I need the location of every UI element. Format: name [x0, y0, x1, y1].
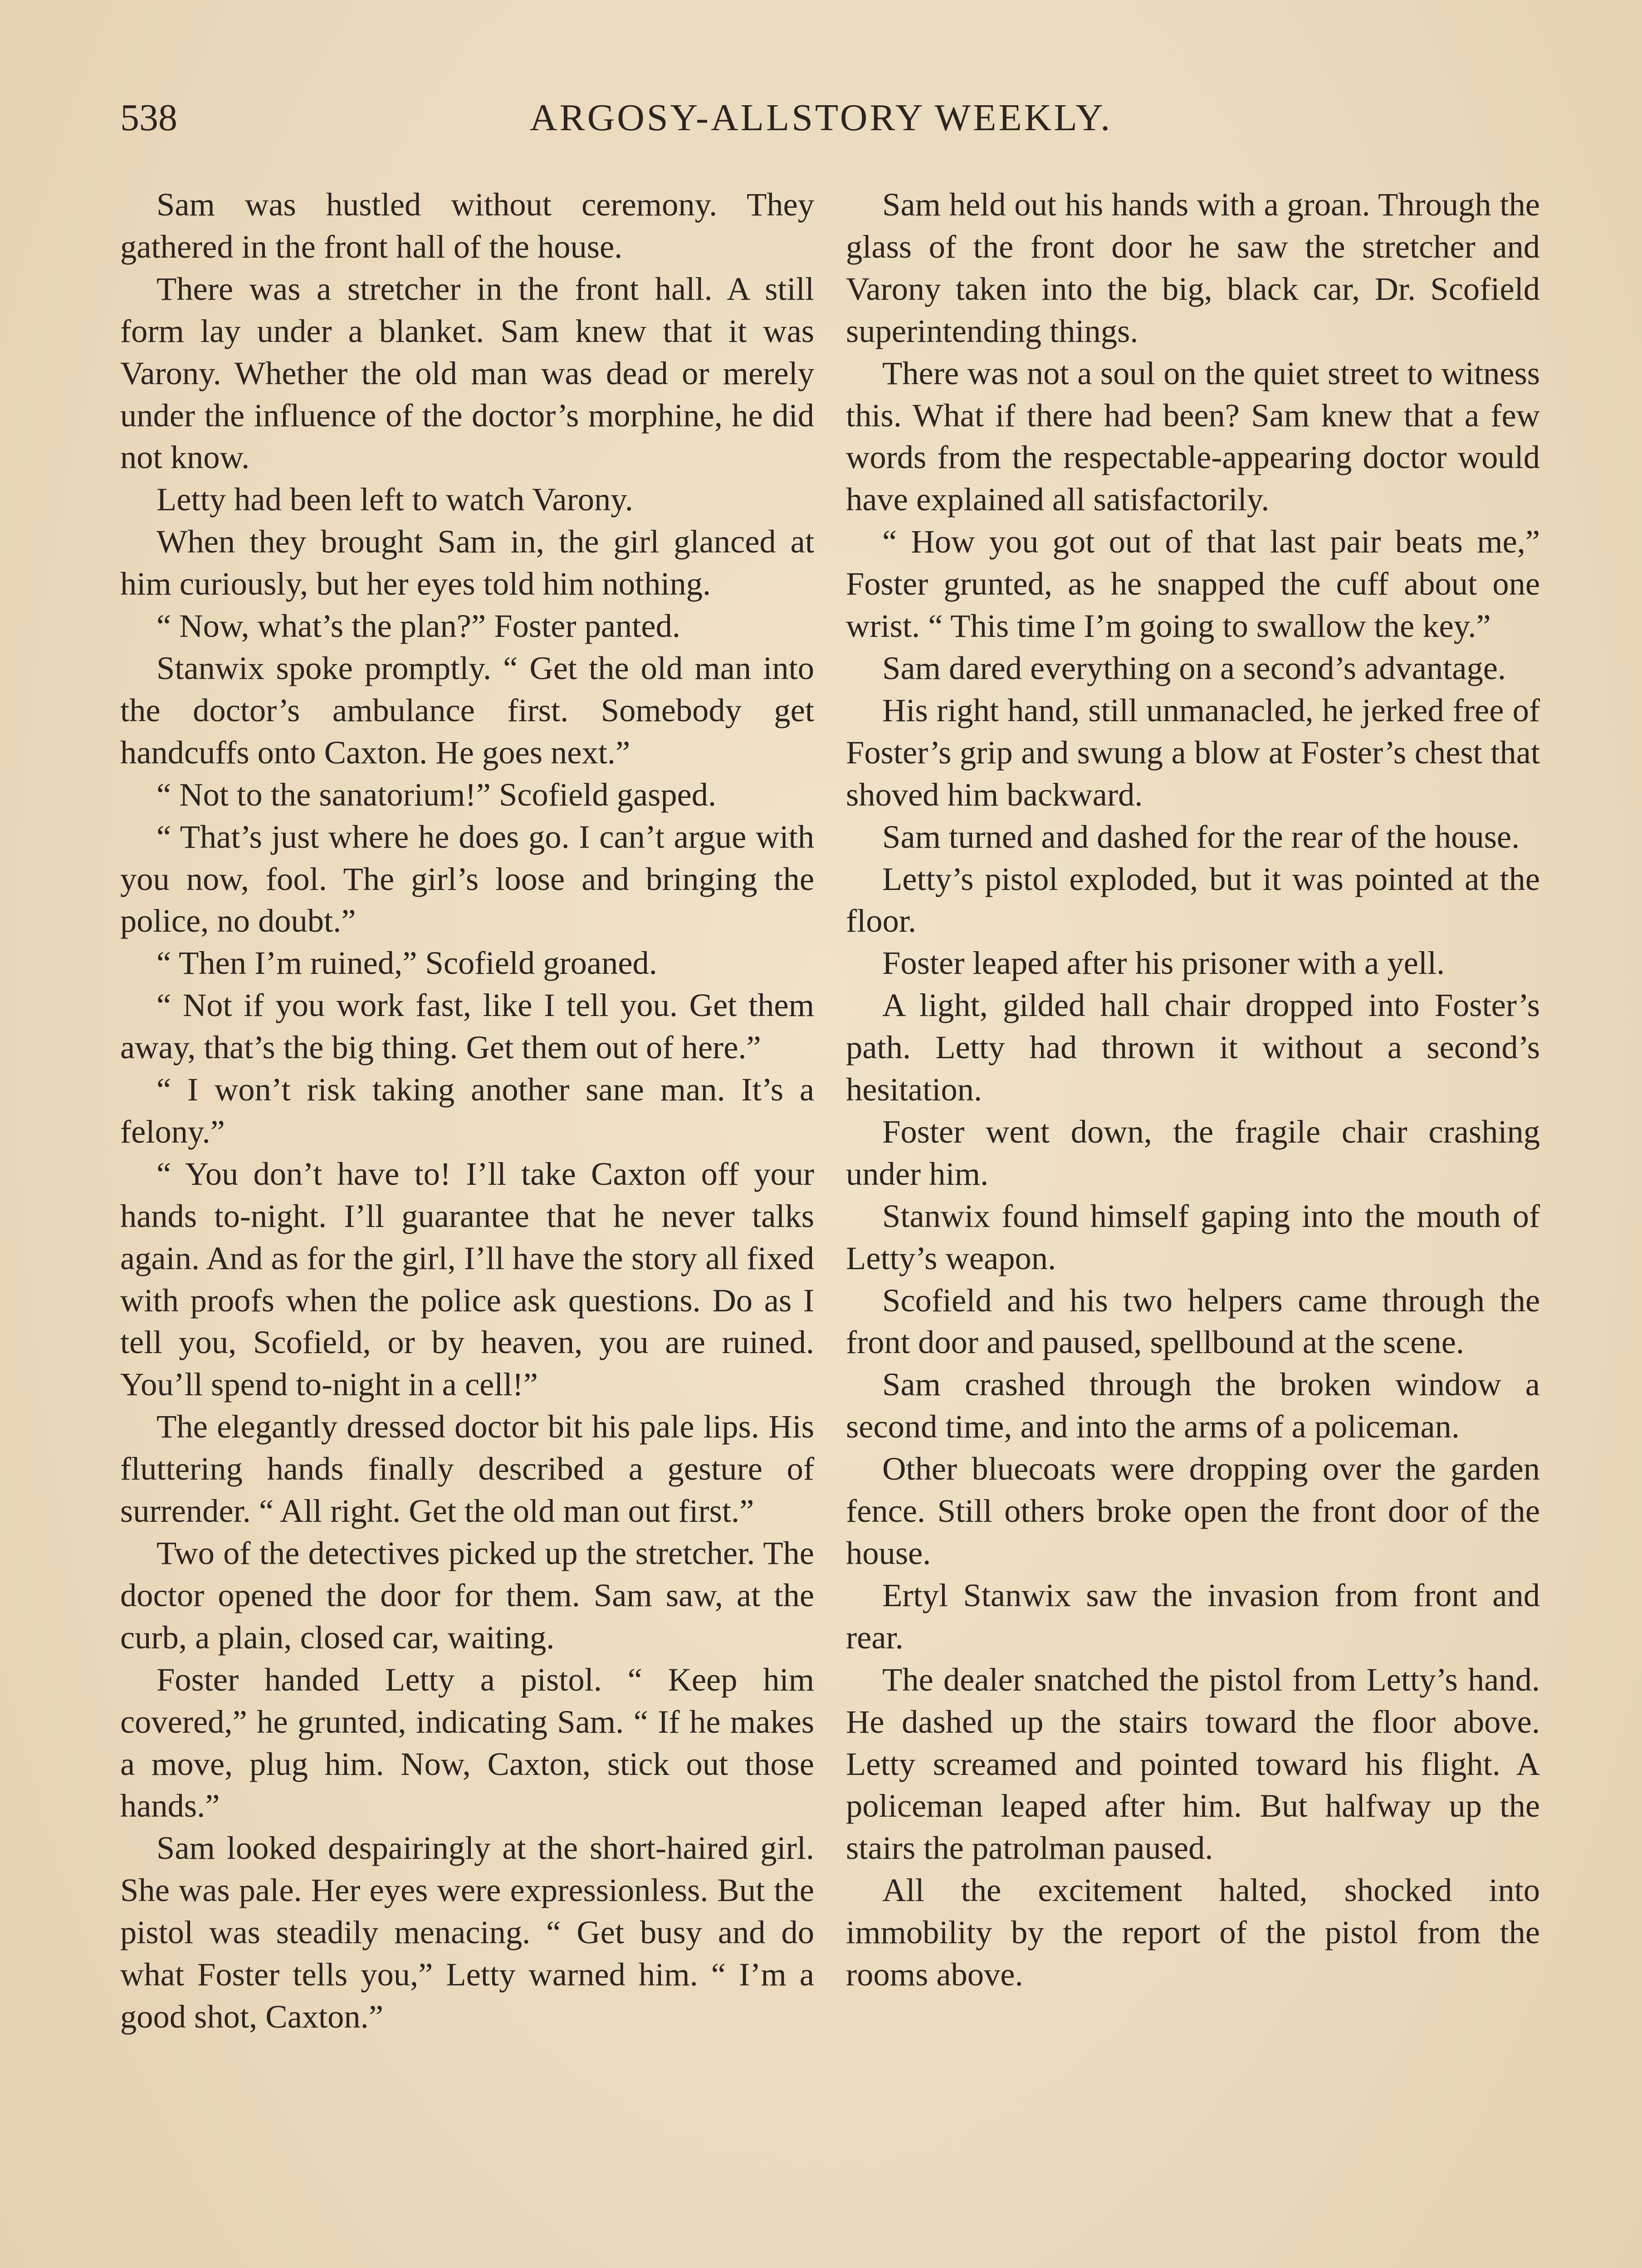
paragraph: “ Now, what’s the plan?” Foster panted.: [156, 607, 680, 645]
running-title: ARGOSY-ALLSTORY WEEKLY.: [529, 97, 1113, 139]
paragraph: Sam turned and dashed for the rear of the house.: [882, 818, 1520, 855]
paragraph: When they brought Sam in, the girl glanced at him curiously, but her eyes told him nothing.: [120, 523, 814, 602]
page-header: [0, 93, 1642, 143]
paragraph: “ Not to the sanatorium!” Scofield gasped.: [156, 776, 717, 813]
paragraph: Stanwix spoke promptly. “ Get the old man into the doctor’s ambulance first. Somebody get handcuffs onto Caxton. He goes next.”: [120, 649, 814, 771]
paragraph: Ertyl Stanwix saw the invasion from front and rear.: [846, 1576, 1540, 1656]
paragraph: Sam looked despairingly at the short-haired girl. She was pale. Her eyes were expressionless. But the pistol was steadily menacing. “ Get busy and do what Foster tells you,” Letty warned him. “ I’m a good shot, Caxton.”: [120, 1829, 814, 2035]
paragraph: The dealer snatched the pistol from Letty’s hand. He dashed up the stairs toward the floor above. Letty screamed and pointed toward his flight. A policeman leaped after him. But halfway up the stairs the patrolman paused.: [846, 1661, 1540, 1867]
paragraph: Foster handed Letty a pistol. “ Keep him covered,” he grunted, indicating Sam. “ If he makes a move, plug him. Now, Caxton, stick out those hands.”: [120, 1661, 814, 1824]
paragraph: Other bluecoats were dropping over the garden fence. Still others broke open the front door of the house.: [846, 1450, 1540, 1571]
paragraph: All the excitement halted, shocked into immobility by the report of the pistol from the rooms above.: [846, 1872, 1540, 1993]
paragraph: Foster went down, the fragile chair crashing under him.: [846, 1113, 1540, 1192]
paragraph: His right hand, still unmanacled, he jerked free of Foster’s grip and swung a blow at Foster’s chest that shoved him backward.: [846, 691, 1540, 813]
paragraph: There was not a soul on the quiet street to witness this. What if there had been? Sam knew that a few words from the respectable-appearing doctor would have explained all satisfactorily.: [846, 354, 1540, 518]
paragraph: A light, gilded hall chair dropped into Foster’s path. Letty had thrown it without a second’s hesitation.: [846, 987, 1540, 1108]
paragraph: “ I won’t risk taking another sane man. It’s a felony.”: [120, 1071, 814, 1150]
paragraph: “ Not if you work fast, like I tell you. Get them away, that’s the big thing. Get them out of here.”: [120, 987, 814, 1066]
paragraph: Scofield and his two helpers came through the front door and paused, spellbound at the scene.: [846, 1281, 1540, 1361]
right-column: [846, 184, 1540, 1996]
page-number: 538: [120, 97, 177, 139]
paragraph: Stanwix found himself gaping into the mouth of Letty’s weapon.: [846, 1197, 1540, 1276]
paragraph: Sam dared everything on a second’s advantage.: [882, 649, 1506, 686]
paragraph: Sam was hustled without ceremony. They gathered in the front hall of the house.: [120, 186, 814, 265]
paragraph: “ Then I’m ruined,” Scofield groaned.: [156, 944, 657, 982]
paragraph: Sam crashed through the broken window a second time, and into the arms of a policeman.: [846, 1366, 1540, 1445]
paragraph: “ You don’t have to! I’ll take Caxton off your hands to-night. I’ll guarantee that he never talks again. And as for the girl, I’ll have the story all fixed with proofs when the police ask questions. Do as I tell you, Scofield, or by heaven, you are ruined. You’ll spend to-night in a cell!”: [120, 1155, 814, 1403]
paragraph: Sam held out his hands with a groan. Through the glass of the front door he saw the stretcher and Varony taken into the big, black car, Dr. Scofield superintending things.: [846, 186, 1540, 349]
paragraph: The elegantly dressed doctor bit his pale lips. His fluttering hands finally described a gesture of surrender. “ All right. Get the old man out first.”: [120, 1408, 814, 1530]
paragraph: Letty had been left to watch Varony.: [156, 481, 633, 518]
left-column: [120, 184, 814, 2038]
paragraph: Foster leaped after his prisoner with a yell.: [882, 944, 1445, 982]
paragraph: “ How you got out of that last pair beats me,” Foster grunted, as he snapped the cuff about one wrist. “ This time I’m going to swallow the key.”: [846, 523, 1540, 645]
paragraph: Letty’s pistol exploded, but it was pointed at the floor.: [846, 860, 1540, 939]
paragraph: Two of the detectives picked up the stretcher. The doctor opened the door for them. Sam saw, at the curb, a plain, closed car, waiting.: [120, 1535, 814, 1656]
paragraph: “ That’s just where he does go. I can’t argue with you now, fool. The girl’s loose and bringing the police, no doubt.”: [120, 818, 814, 939]
paragraph: There was a stretcher in the front hall. A still form lay under a blanket. Sam knew that it was Varony. Whether the old man was dead or merely under the influence of the doctor’s morphine, he did not know.: [120, 270, 814, 476]
